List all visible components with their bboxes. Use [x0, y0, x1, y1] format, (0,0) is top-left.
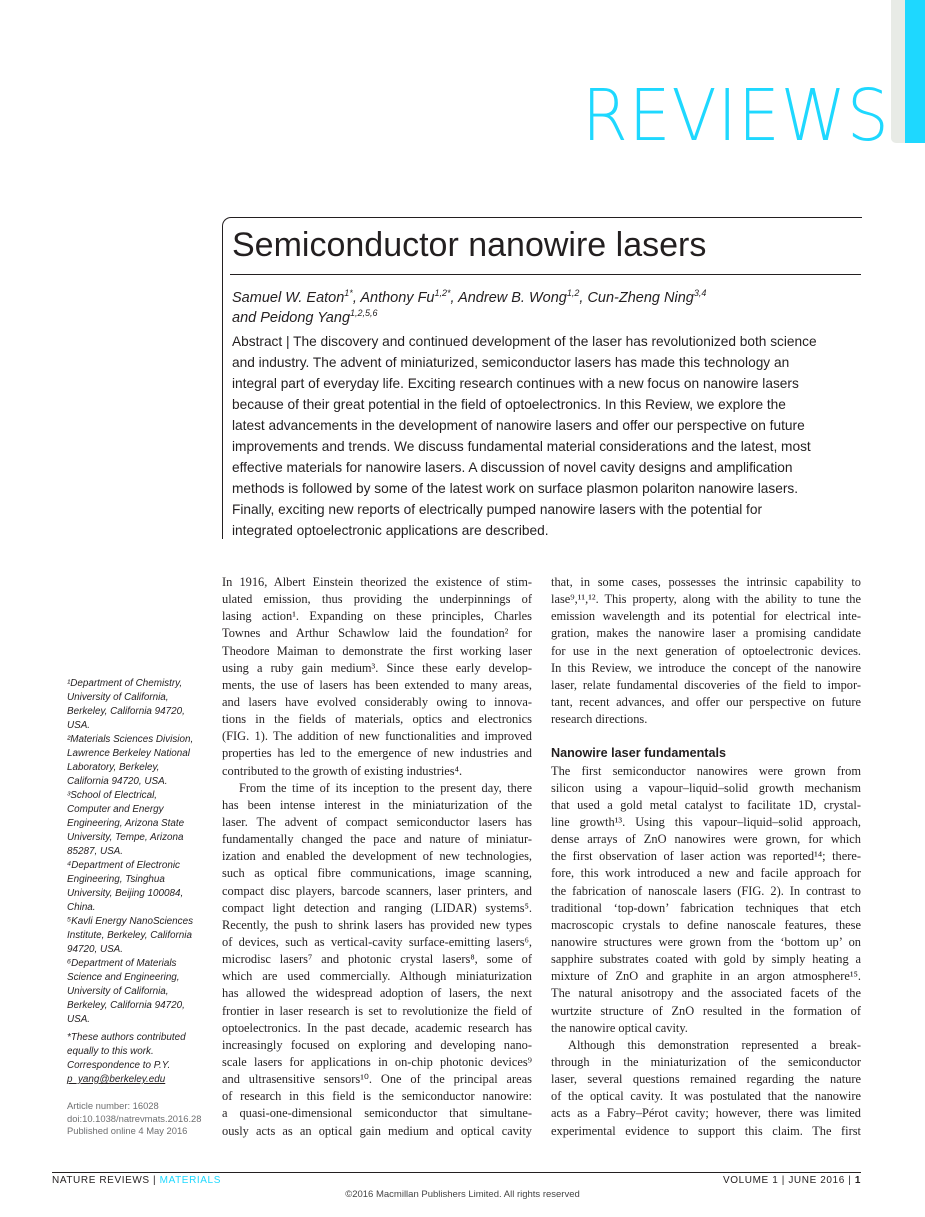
affiliation-line: USA.	[67, 720, 91, 731]
body-column-left	[222, 574, 532, 1140]
body-text-line: and ultrasensitive sensors¹⁰. One of the principal areas	[222, 1072, 532, 1087]
article-title: Semiconductor nanowire lasers	[232, 226, 707, 264]
body-text-line: contributed to the growth of existing industries⁴.	[222, 763, 463, 778]
author-affiliation-marks: 3,4	[693, 288, 707, 298]
author-name: Anthony Fu	[360, 289, 435, 306]
correspondence-line: *These authors contributed	[67, 1032, 186, 1043]
body-text-line: optoelectronics. In the past decade, academic research has	[222, 1020, 532, 1035]
body-text-line: lase⁹,¹¹,¹². This property, along with the ability to tune the	[551, 592, 861, 607]
body-text-line: macroscopic crystals to define nanoscale features, these	[551, 917, 861, 932]
body-text-line: of research in this field is the semiconductor nanowire:	[222, 1089, 532, 1104]
affiliation-line: USA.	[67, 1014, 91, 1025]
affiliation-line: ⁵Kavli Energy NanoSciences	[67, 916, 194, 927]
title-divider	[230, 274, 861, 275]
body-text-line: has allowed the widespread adoption of lasers, the next	[222, 986, 532, 1001]
affiliation-line: University of California,	[67, 986, 169, 997]
affiliation-line: ¹Department of Chemistry,	[67, 678, 183, 689]
body-text-line: lasing action¹. Expanding on these principles, Charles	[222, 609, 532, 624]
body-text-line: that used a gold metal catalyst to facilitate 1D, crystal-	[551, 797, 861, 812]
abstract-line: and industry. The advent of miniaturized, semiconductor lasers has made this technology an	[232, 355, 790, 370]
footer-separator: |	[149, 1175, 160, 1186]
body-text-line: fundamentally changed the pace and nature of miniatur-	[222, 832, 532, 847]
body-text-line: the first observation of laser action was reported¹⁴; there-	[551, 849, 861, 864]
affiliation-line: 85287, USA.	[67, 846, 123, 857]
author-list-cont	[232, 303, 378, 328]
author-affiliation-marks: 1*	[344, 288, 353, 298]
correspondence-note	[67, 1031, 186, 1087]
abstract-line: because of their great potential in the field of optoelectronics. In this Review, we explore the	[232, 397, 786, 412]
body-text-line: Recently, the push to shrink lasers has provided new types	[222, 917, 532, 932]
body-text-line: sapphire substrates coated with gold by simply heating a	[551, 952, 861, 967]
body-text-line: line growth¹³. Using this vapour–liquid–solid approach,	[551, 814, 861, 829]
affiliation-line: ⁶Department of Materials	[67, 958, 177, 969]
affiliation-line: University, Beijing 100084,	[67, 888, 184, 899]
affiliation-line: Berkeley, California 94720,	[67, 706, 185, 717]
body-text-line: experimental evidence to support this claim. The first	[551, 1123, 861, 1138]
affiliation-line: Engineering, Tsinghua	[67, 874, 165, 885]
abstract	[232, 331, 872, 541]
body-text-line: laser. The advent of compact semiconductor lasers has	[222, 814, 532, 829]
body-text-line: microdisc lasers⁷ and photonic crystal lasers⁸, some of	[222, 952, 532, 967]
article-info	[67, 1100, 201, 1138]
article-info-line: doi:10.1038/natrevmats.2016.28	[67, 1112, 202, 1124]
footer-volume	[723, 1175, 861, 1186]
body-text-line: wurtzite structure of ZnO resulted in the formation of	[551, 1003, 861, 1018]
body-text-line: Townes and Arthur Schawlow laid the foundation² for	[222, 626, 532, 641]
body-text-line: ments, the use of lasers has been extended to many areas,	[222, 677, 532, 692]
author-affiliation-marks: 1,2,5,6	[350, 308, 378, 318]
abstract-line: effective materials for nanowire lasers. A discussion of novel cavity designs and amplification	[232, 460, 793, 475]
body-text-line: the fabrication of nanoscale lasers (FIG. 2). In contrast to	[551, 883, 861, 898]
section-color-tab	[905, 0, 925, 143]
correspondence-line: equally to this work.	[67, 1046, 154, 1057]
affiliation-line: ²Materials Sciences Division,	[67, 734, 194, 745]
affiliation-line: ⁴Department of Electronic	[67, 860, 180, 871]
journal-name: NATURE REVIEWS	[52, 1175, 150, 1186]
copyright-notice: ©2016 Macmillan Publishers Limited. All rights reserved	[345, 1189, 580, 1200]
author-name: Samuel W. Eaton	[232, 289, 345, 306]
journal-subject: MATERIALS	[159, 1175, 221, 1186]
body-text-line: frontier in laser research is set to revolutionize the field of	[222, 1003, 532, 1018]
body-text-line: that, in some cases, possesses the intrinsic capability to	[551, 575, 861, 589]
body-text-line: scale lasers for applications in on-chip photonic devices⁹	[222, 1054, 532, 1069]
body-text-line: tions in the fields of materials, optics and electronics	[222, 712, 532, 727]
affiliation-line: University of California,	[67, 692, 169, 703]
affiliation-line: Laboratory, Berkeley,	[67, 762, 160, 773]
body-text-line: acts as a Fabry–Pérot cavity; however, there was limited	[551, 1106, 861, 1121]
affiliation-line: Lawrence Berkeley National	[67, 748, 190, 759]
body-text-line: nanowire structures were grown from the ‘bottom up’ on	[551, 934, 861, 949]
section-heading: Nanowire laser fundamentals	[551, 746, 726, 761]
affiliation-line: Berkeley, California 94720,	[67, 1000, 185, 1011]
body-text-line: a quasi-one-dimensional semiconductor that simultane-	[222, 1106, 532, 1121]
article-info-line: Article number: 16028	[67, 1100, 159, 1111]
author-conjunction: and	[232, 309, 261, 326]
body-text-line: In 1916, Albert Einstein theorized the existence of stim-	[222, 575, 532, 589]
body-text-line: compact light detection and ranging (LIDAR) systems⁵.	[222, 900, 532, 915]
body-text-line: dense arrays of ZnO nanowires were grown, for which	[551, 832, 861, 847]
article-info-line: Published online 4 May 2016	[67, 1125, 188, 1136]
body-text-line: properties has led to the emergence of new industries and	[222, 746, 532, 761]
abstract-line: Finally, exciting new reports of electrically pumped nanowire lasers with the potential for	[232, 502, 763, 517]
body-text-line: Theodore Maiman to demonstrate the first working laser	[222, 643, 532, 658]
affiliation-line: University, Tempe, Arizona	[67, 832, 184, 843]
body-text-line: The natural anisotropy and the associated facets of the	[551, 986, 861, 1001]
affiliation-line: China.	[67, 902, 96, 913]
affiliation-line: Institute, Berkeley, California	[67, 930, 192, 941]
body-text-line: which are used commercially. Although miniaturization	[222, 969, 532, 984]
affiliation-line: ³School of Electrical,	[67, 790, 158, 801]
abstract-line: integral part of everyday life. Exciting research continues with a new focus on nanowire lasers	[232, 376, 799, 391]
author-separator: ,	[579, 289, 588, 306]
page-number: 1	[854, 1175, 861, 1186]
body-text-line: research directions.	[551, 712, 648, 727]
body-text-line: tant, recent advances, and offer our perspective on future	[551, 694, 861, 709]
abstract-line: integrated optoelectronic applications are described.	[232, 523, 549, 538]
body-text-line: of devices, such as vertical-cavity surface-emitting lasers⁶,	[222, 934, 532, 949]
body-text-line: From the time of its inception to the present day, there	[239, 780, 532, 795]
body-text-line: silicon using a vapour–liquid–solid growth mechanism	[551, 780, 861, 795]
author-affiliation-marks: 1,2*	[434, 288, 451, 298]
body-text-line: of the optical cavity. It was postulated that the nanowire	[551, 1089, 861, 1104]
abstract-line: latest advancements in the development of nanowire lasers and offer our perspective on future	[232, 418, 805, 433]
body-text-line: gration, makes the nanowire laser a promising candidate	[551, 626, 861, 641]
body-text-line: emission wavelength and its potential for electrical inte-	[551, 609, 861, 624]
affiliations	[67, 677, 207, 1027]
correspondence-email-link[interactable]: p_yang@berkeley.edu	[67, 1074, 166, 1085]
footer-divider	[52, 1172, 861, 1173]
abstract-line: methods is followed by some of the latest work on surface plasmon polariton nanowire lasers.	[232, 481, 799, 496]
author-separator: ,	[450, 289, 459, 306]
body-text-line: laser, several questions remained regarding the nature	[551, 1072, 861, 1087]
body-text-line: In this Review, we introduce the concept of the nanowire	[551, 660, 861, 675]
author-separator: ,	[352, 289, 361, 306]
affiliation-line: California 94720, USA.	[67, 776, 168, 787]
body-text-line: using a ruby gain medium³. Since these early develop-	[222, 660, 532, 675]
abstract-line: Abstract | The discovery and continued development of the laser has revolutionized both science	[232, 334, 817, 349]
abstract-line: improvements and trends. We discuss fundamental material considerations and the latest, most	[232, 439, 811, 454]
body-column-right	[551, 574, 861, 1140]
body-text-line: for use in the next generation of optoelectronic devices.	[551, 643, 861, 658]
affiliation-line: Engineering, Arizona State	[67, 818, 185, 829]
body-text-line: ously acts as an optical gain medium and optical cavity	[222, 1123, 532, 1138]
author-affiliation-marks: 1,2	[566, 288, 580, 298]
body-text-line: The first semiconductor nanowires were grown from	[551, 763, 861, 778]
author-name: Andrew B. Wong	[458, 289, 567, 306]
body-text-line: fore, this work introduced a new and facile approach for	[551, 866, 861, 881]
body-text-line: traditional ‘top-down’ fabrication techniques that etch	[551, 900, 861, 915]
body-text-line: ulated emission, thus providing the underpinnings of	[222, 592, 532, 607]
footer-journal	[52, 1175, 221, 1186]
affiliation-line: Computer and Energy	[67, 804, 164, 815]
spacer	[551, 728, 861, 745]
body-text-line: the nanowire optical cavity.	[551, 1020, 688, 1035]
body-text-line: and lasers have evolved considerably owing to innova-	[222, 694, 532, 709]
correspondence-line: Correspondence to P.Y.	[67, 1060, 171, 1071]
body-text-line: (FIG. 1). The addition of new functionalities and improved	[222, 729, 532, 744]
body-text-line: Although this demonstration represented a break-	[568, 1037, 861, 1052]
body-text-line: has been intense interest in the miniaturization of the	[222, 797, 532, 812]
body-text-line: through in the miniaturization of the semiconductor	[551, 1054, 861, 1069]
author-name: Peidong Yang	[260, 309, 351, 326]
body-text-line: increasingly focused on exploring and developing nano-	[222, 1037, 532, 1052]
body-text-line: ization and enabled the development of new technologies,	[222, 849, 532, 864]
body-text-line: such as optical fibre communications, image scanning,	[222, 866, 532, 881]
affiliation-line: 94720, USA.	[67, 944, 123, 955]
body-text-line: compact disc players, barcode scanners, laser printers, and	[222, 883, 532, 898]
body-text-line: laser, relate fundamental discoveries of the field to impor-	[551, 677, 861, 692]
author-name: Cun-Zheng Ning	[587, 289, 694, 306]
section-label: REVIEWS	[582, 74, 890, 157]
body-text-line: mixture of ZnO and graphite in an argon atmosphere¹⁵.	[551, 969, 861, 984]
affiliation-line: Science and Engineering,	[67, 972, 180, 983]
volume-info: VOLUME 1 | JUNE 2016 |	[723, 1175, 855, 1186]
